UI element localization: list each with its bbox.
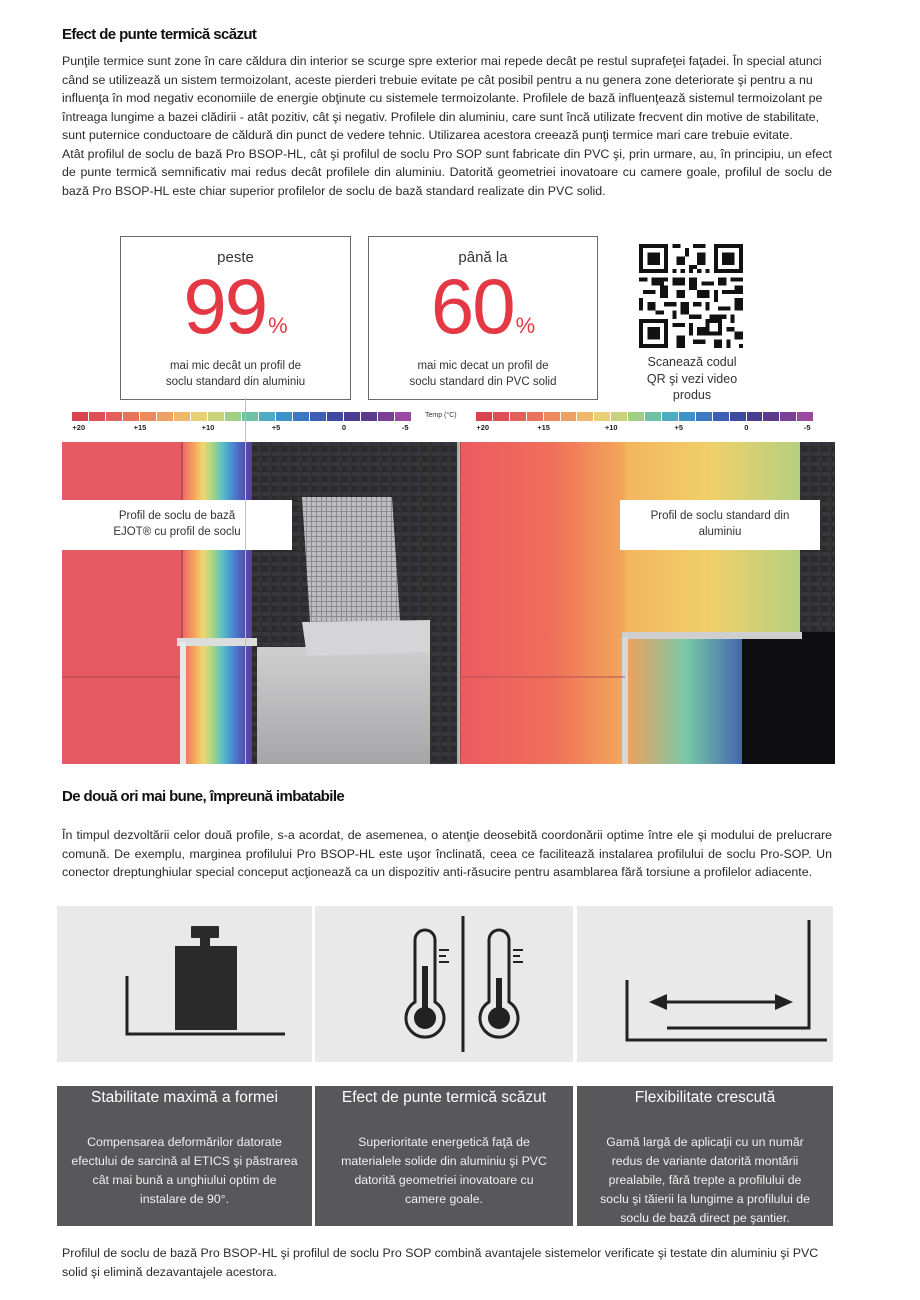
scale-tick-label: +20 — [72, 423, 86, 432]
scale-swatch — [561, 412, 577, 421]
thermometer-icon — [315, 906, 573, 1062]
stat-guide-line — [245, 398, 246, 764]
feature-line: soclu de bază direct pe şantier. — [620, 1211, 790, 1225]
scale-swatch — [594, 412, 610, 421]
scale-swatch — [140, 412, 156, 421]
combined-paragraph: În timpul dezvoltării celor două profile, s-a acordat, de asemenea, o atenţie deosebită coordonării optime între ele şi modului de prelucrare comună. De exemplu, marginea profilului Pro BSOP-HL este uşor înclinată, ceea ce facilitează instalarea profilului de soclu Pro-SOP. Un conector dreptunghiular special conceput acţionează ca un dispozitiv anti-răsucire pentru asamblarea fără torsiune a profilelor adiacente. — [62, 828, 832, 879]
scale-swatch — [510, 412, 526, 421]
scale-swatch — [679, 412, 695, 421]
qr-caption-line: Scanează codul — [647, 355, 737, 369]
stat-description — [369, 358, 597, 390]
feature-title: Flexibilitate crescută — [634, 1089, 776, 1106]
feature-card-stability — [57, 1086, 312, 1226]
stat-desc-line: mai mic decât un profil de — [169, 360, 302, 372]
qr-caption-line: produs — [672, 388, 712, 402]
scale-tick-label: +10 — [201, 423, 215, 432]
arrows-icon — [577, 906, 833, 1062]
scale-swatch — [713, 412, 729, 421]
scale-tick-label: +15 — [537, 423, 550, 432]
feature-line: camere goale. — [405, 1192, 483, 1206]
scale-swatch — [527, 412, 543, 421]
feature-description — [57, 1133, 312, 1209]
caption-line: Profil de soclu de bază — [118, 510, 236, 522]
temperature-ticks — [72, 423, 412, 435]
feature-image-flexibility — [577, 906, 833, 1062]
scale-swatch — [378, 412, 394, 421]
scale-swatch — [493, 412, 509, 421]
scale-swatch — [747, 412, 763, 421]
temperature-ticks — [476, 423, 814, 435]
scale-swatch — [174, 412, 190, 421]
scale-swatch — [645, 412, 661, 421]
feature-description — [577, 1133, 833, 1228]
feature-title: Stabilitate maximă a formei — [91, 1089, 278, 1106]
stat-unit: % — [515, 313, 536, 338]
stat-desc-line: soclu standard din aluminiu — [165, 376, 306, 388]
scale-tick-label: +5 — [271, 423, 281, 432]
scale-swatch — [361, 412, 377, 421]
scale-tick-label: 0 — [341, 423, 347, 432]
caption-line: aluminiu — [698, 526, 742, 538]
temperature-color-bar — [72, 412, 412, 421]
feature-card-thermal — [315, 1086, 573, 1226]
feature-image-thermal — [315, 906, 573, 1062]
section-title-thermal-bridge: Efect de punte termică scăzut — [62, 26, 257, 43]
scale-swatch — [72, 412, 88, 421]
scale-tick-label: +20 — [476, 423, 490, 432]
stat-box-aluminium — [120, 236, 351, 400]
scale-swatch — [310, 412, 326, 421]
scale-swatch — [611, 412, 627, 421]
stat-desc-line: mai mic decat un profil de — [417, 360, 549, 372]
scale-tick-label: 0 — [744, 423, 749, 432]
scale-swatch — [628, 412, 644, 421]
feature-line: redus de variante datorită montării — [611, 1154, 799, 1168]
scale-swatch — [696, 412, 712, 421]
feature-line: Superioritate energetică faţă de — [358, 1135, 530, 1149]
scale-swatch — [797, 412, 813, 421]
qr-caption-line: QR şi vezi video — [646, 371, 738, 386]
scale-swatch — [780, 412, 796, 421]
thermal-image-graphic — [62, 442, 835, 764]
scale-swatch — [123, 412, 139, 421]
temperature-color-bar — [476, 412, 814, 421]
stat-desc-line: soclu standard din PVC solid — [409, 376, 557, 388]
scale-swatch — [763, 412, 779, 421]
footer-text: Profilul de soclu de bază Pro BSOP-HL şi profilul de soclu Pro SOP combină avantajele sistemelor verificate şi testate din aluminiu şi PVC solid şi elimină dezavantajele acestora. — [62, 1246, 819, 1279]
thermal-comparison-image — [62, 442, 835, 764]
caption-line: Profil de soclu standard din — [650, 510, 790, 522]
qr-code-icon[interactable] — [639, 244, 743, 348]
intro-paragraph-2: Atât profilul de soclu de bază Pro BSOP-HL, cât şi profilul de soclu Pro SOP sunt fabricate din PVC şi, prin urmare, au, în principiu, un efect de punte termică semnificativ mai redus decât profilele din aluminiu. Datorită geometriei inovatoare cu camere goale, profilul de soclu de bază Pro BSOP-HL este chiar superior profilelor de soclu de bază standard realizate din PVC solid. — [62, 146, 832, 198]
scale-swatch — [476, 412, 492, 421]
scale-swatch — [259, 412, 275, 421]
scale-swatch — [89, 412, 105, 421]
scale-tick-label: +10 — [604, 423, 618, 432]
temperature-scale-title: Temp (°C) — [425, 412, 457, 419]
scale-swatch — [327, 412, 343, 421]
scale-swatch — [730, 412, 746, 421]
stat-unit: % — [268, 313, 288, 338]
weight-icon — [57, 906, 312, 1062]
caption-aluminium-profile — [620, 500, 820, 550]
scale-swatch — [208, 412, 224, 421]
scale-tick-label: -5 — [401, 423, 409, 432]
scale-swatch — [544, 412, 560, 421]
stat-value: 99 — [183, 262, 267, 350]
scale-swatch — [344, 412, 360, 421]
feature-line: Compensarea deformărilor datorate — [87, 1135, 282, 1149]
scale-swatch — [106, 412, 122, 421]
stat-number — [121, 262, 350, 350]
stat-label: până la — [458, 249, 508, 266]
feature-line: materialele solide din aluminiu şi PVC — [341, 1154, 547, 1168]
feature-card-flexibility — [577, 1086, 833, 1226]
scale-swatch — [225, 412, 241, 421]
scale-swatch — [276, 412, 292, 421]
feature-line: efectului de sarcină al ETICS şi păstrarea — [71, 1154, 298, 1168]
qr-caption — [628, 354, 756, 404]
scale-swatch — [662, 412, 678, 421]
caption-line: EJOT® cu profil de soclu — [113, 526, 241, 538]
scale-tick-label: +5 — [674, 423, 684, 432]
feature-title: Efect de punte termică scăzut — [341, 1089, 547, 1106]
temperature-scale-right — [476, 412, 814, 436]
stat-description — [121, 358, 350, 390]
scale-swatch — [293, 412, 309, 421]
stat-value: 60 — [430, 262, 514, 350]
scale-swatch — [191, 412, 207, 421]
scale-tick-label: +15 — [133, 423, 147, 432]
feature-line: Gamă largă de aplicaţii cu un număr — [606, 1135, 804, 1149]
scale-swatch — [395, 412, 411, 421]
intro-text — [62, 52, 832, 200]
feature-line: datorită geometriei inovatoare cu — [354, 1173, 534, 1187]
feature-line: instalare de 90°. — [139, 1192, 229, 1206]
caption-ejot-profile — [62, 500, 292, 550]
stat-box-pvc — [368, 236, 598, 400]
feature-description — [315, 1133, 573, 1209]
feature-image-stability — [57, 906, 312, 1062]
scale-swatch — [157, 412, 173, 421]
feature-line: prealabile, fără trepte a profilului de — [608, 1173, 802, 1187]
section-title-combined: De două ori mai bune, împreună imbatabile — [62, 788, 345, 805]
feature-line: cât mai bună a unghiului optim de — [92, 1173, 277, 1187]
temperature-scale-left — [72, 412, 412, 436]
intro-paragraph-1: Punţile termice sunt zone în care căldura din interior se scurge spre exterior mai repede decât pe restul suprafeţei faţadei. În special atunci când se utilizează un sistem termoizolant, aceste pierderi trebuie evitate pe cât posibil pentru a nu genera zone deteriorate şi pentru a nu influenţa în mod negativ economiile de energie obţinute cu sistemele termoizolante. Profilele de bază influenţează sistemul termoizolant pe întreaga lungime a bazei clădirii - atât pozitiv, cât şi negativ. Profilele din aluminiu, care sunt încă utilizate frecvent din motive de stabilitate, sunt puternice conductoare de căldură din punct de vedere tehnic. Utilizarea acestora creează punţi termice mari care trebuie evitate. — [62, 54, 823, 142]
stat-number — [369, 262, 597, 350]
feature-line: soclu şi tăierii la lungime a profilului de — [600, 1192, 810, 1206]
stat-label: peste — [217, 249, 254, 266]
scale-tick-label: -5 — [803, 423, 811, 432]
scale-swatch — [577, 412, 593, 421]
